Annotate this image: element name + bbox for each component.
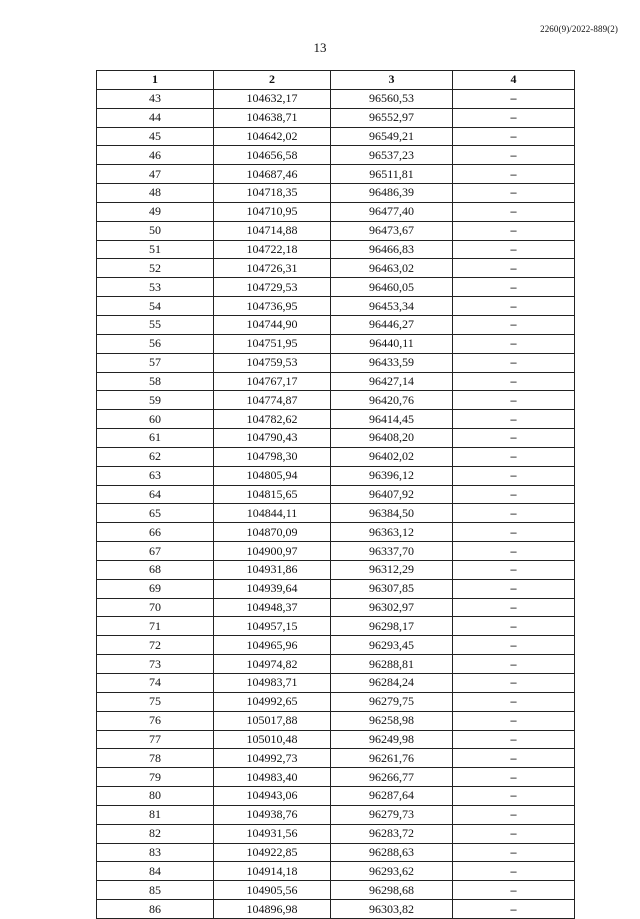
note-cell: – (453, 429, 575, 448)
y-coordinate-cell: 96460,05 (331, 278, 453, 297)
note-cell: – (453, 127, 575, 146)
y-coordinate-cell: 96433,59 (331, 353, 453, 372)
x-coordinate-cell: 104718,35 (214, 184, 331, 203)
x-coordinate-cell: 104931,56 (214, 824, 331, 843)
y-coordinate-cell: 96407,92 (331, 485, 453, 504)
x-coordinate-cell: 104656,58 (214, 146, 331, 165)
y-coordinate-cell: 96537,23 (331, 146, 453, 165)
note-cell: – (453, 824, 575, 843)
point-number-cell: 67 (97, 542, 214, 561)
table-row (97, 278, 575, 297)
y-coordinate-cell: 96453,34 (331, 297, 453, 316)
table-row (97, 730, 575, 749)
y-coordinate-cell: 96266,77 (331, 768, 453, 787)
x-coordinate-cell: 104687,46 (214, 165, 331, 184)
note-cell: – (453, 447, 575, 466)
point-number-cell: 85 (97, 881, 214, 900)
y-coordinate-cell: 96337,70 (331, 542, 453, 561)
table-header-row (97, 71, 575, 90)
note-cell: – (453, 89, 575, 108)
x-coordinate-cell: 104974,82 (214, 655, 331, 674)
note-cell: – (453, 353, 575, 372)
point-number-cell: 65 (97, 504, 214, 523)
point-number-cell: 45 (97, 127, 214, 146)
x-coordinate-cell: 104992,65 (214, 692, 331, 711)
note-cell: – (453, 146, 575, 165)
note-cell: – (453, 900, 575, 919)
point-number-cell: 82 (97, 824, 214, 843)
x-coordinate-cell: 105010,48 (214, 730, 331, 749)
point-number-cell: 51 (97, 240, 214, 259)
point-number-cell: 57 (97, 353, 214, 372)
note-cell: – (453, 730, 575, 749)
table-row (97, 315, 575, 334)
note-cell: – (453, 542, 575, 561)
note-cell: – (453, 598, 575, 617)
table-row (97, 504, 575, 523)
note-cell: – (453, 202, 575, 221)
note-cell: – (453, 184, 575, 203)
x-coordinate-cell: 104931,86 (214, 560, 331, 579)
y-coordinate-cell: 96261,76 (331, 749, 453, 768)
table-row (97, 485, 575, 504)
y-coordinate-cell: 96414,45 (331, 410, 453, 429)
column-header-4: 4 (453, 71, 575, 90)
table-row (97, 165, 575, 184)
y-coordinate-cell: 96549,21 (331, 127, 453, 146)
note-cell: – (453, 240, 575, 259)
table-row (97, 749, 575, 768)
x-coordinate-cell: 104714,88 (214, 221, 331, 240)
x-coordinate-cell: 104992,73 (214, 749, 331, 768)
note-cell: – (453, 334, 575, 353)
y-coordinate-cell: 96312,29 (331, 560, 453, 579)
point-number-cell: 46 (97, 146, 214, 165)
table-row (97, 674, 575, 693)
point-number-cell: 54 (97, 297, 214, 316)
x-coordinate-cell: 104983,40 (214, 768, 331, 787)
x-coordinate-cell: 104790,43 (214, 429, 331, 448)
y-coordinate-cell: 96402,02 (331, 447, 453, 466)
note-cell: – (453, 560, 575, 579)
point-number-cell: 53 (97, 278, 214, 297)
note-cell: – (453, 768, 575, 787)
x-coordinate-cell: 104759,53 (214, 353, 331, 372)
table-row (97, 334, 575, 353)
note-cell: – (453, 579, 575, 598)
x-coordinate-cell: 104870,09 (214, 523, 331, 542)
note-cell: – (453, 221, 575, 240)
note-cell: – (453, 466, 575, 485)
point-number-cell: 69 (97, 579, 214, 598)
point-number-cell: 76 (97, 711, 214, 730)
point-number-cell: 77 (97, 730, 214, 749)
point-number-cell: 48 (97, 184, 214, 203)
table-row (97, 900, 575, 919)
y-coordinate-cell: 96293,45 (331, 636, 453, 655)
table-row (97, 542, 575, 561)
point-number-cell: 80 (97, 787, 214, 806)
note-cell: – (453, 805, 575, 824)
table-row (97, 410, 575, 429)
table-row (97, 843, 575, 862)
point-number-cell: 56 (97, 334, 214, 353)
table-row (97, 579, 575, 598)
point-number-cell: 66 (97, 523, 214, 542)
y-coordinate-cell: 96302,97 (331, 598, 453, 617)
document-id: 2260(9)/2022-889(2) (540, 24, 618, 34)
x-coordinate-cell: 104939,64 (214, 579, 331, 598)
x-coordinate-cell: 104943,06 (214, 787, 331, 806)
y-coordinate-cell: 96293,62 (331, 862, 453, 881)
note-cell: – (453, 504, 575, 523)
y-coordinate-cell: 96446,27 (331, 315, 453, 334)
x-coordinate-cell: 105017,88 (214, 711, 331, 730)
table-row (97, 617, 575, 636)
y-coordinate-cell: 96279,73 (331, 805, 453, 824)
table-body (97, 89, 575, 918)
point-number-cell: 78 (97, 749, 214, 768)
x-coordinate-cell: 104798,30 (214, 447, 331, 466)
point-number-cell: 50 (97, 221, 214, 240)
x-coordinate-cell: 104782,62 (214, 410, 331, 429)
y-coordinate-cell: 96427,14 (331, 372, 453, 391)
y-coordinate-cell: 96288,63 (331, 843, 453, 862)
y-coordinate-cell: 96298,17 (331, 617, 453, 636)
table-row (97, 447, 575, 466)
y-coordinate-cell: 96288,81 (331, 655, 453, 674)
y-coordinate-cell: 96440,11 (331, 334, 453, 353)
note-cell: – (453, 862, 575, 881)
y-coordinate-cell: 96279,75 (331, 692, 453, 711)
point-number-cell: 71 (97, 617, 214, 636)
table-row (97, 523, 575, 542)
point-number-cell: 61 (97, 429, 214, 448)
page-number: 13 (313, 40, 327, 55)
point-number-cell: 44 (97, 108, 214, 127)
y-coordinate-cell: 96283,72 (331, 824, 453, 843)
table-row (97, 862, 575, 881)
point-number-cell: 52 (97, 259, 214, 278)
note-cell: – (453, 655, 575, 674)
table-row (97, 787, 575, 806)
note-cell: – (453, 485, 575, 504)
table-row (97, 391, 575, 410)
point-number-cell: 64 (97, 485, 214, 504)
x-coordinate-cell: 104965,96 (214, 636, 331, 655)
note-cell: – (453, 749, 575, 768)
y-coordinate-cell: 96298,68 (331, 881, 453, 900)
table-row (97, 824, 575, 843)
point-number-cell: 43 (97, 89, 214, 108)
x-coordinate-cell: 104638,71 (214, 108, 331, 127)
y-coordinate-cell: 96463,02 (331, 259, 453, 278)
y-coordinate-cell: 96258,98 (331, 711, 453, 730)
x-coordinate-cell: 104844,11 (214, 504, 331, 523)
x-coordinate-cell: 104642,02 (214, 127, 331, 146)
table-row (97, 805, 575, 824)
point-number-cell: 63 (97, 466, 214, 485)
x-coordinate-cell: 104774,87 (214, 391, 331, 410)
point-number-cell: 55 (97, 315, 214, 334)
x-coordinate-cell: 104922,85 (214, 843, 331, 862)
column-header-1: 1 (97, 71, 214, 90)
x-coordinate-cell: 104722,18 (214, 240, 331, 259)
table-row (97, 692, 575, 711)
y-coordinate-cell: 96420,76 (331, 391, 453, 410)
point-number-cell: 68 (97, 560, 214, 579)
x-coordinate-cell: 104744,90 (214, 315, 331, 334)
note-cell: – (453, 315, 575, 334)
x-coordinate-cell: 104805,94 (214, 466, 331, 485)
x-coordinate-cell: 104751,95 (214, 334, 331, 353)
y-coordinate-cell: 96303,82 (331, 900, 453, 919)
table-row (97, 598, 575, 617)
point-number-cell: 70 (97, 598, 214, 617)
column-header-3: 3 (331, 71, 453, 90)
point-number-cell: 47 (97, 165, 214, 184)
x-coordinate-cell: 104726,31 (214, 259, 331, 278)
x-coordinate-cell: 104983,71 (214, 674, 331, 693)
point-number-cell: 62 (97, 447, 214, 466)
coordinates-table (96, 70, 575, 919)
table-row (97, 372, 575, 391)
note-cell: – (453, 787, 575, 806)
column-header-2: 2 (214, 71, 331, 90)
note-cell: – (453, 410, 575, 429)
point-number-cell: 84 (97, 862, 214, 881)
note-cell: – (453, 617, 575, 636)
table-row (97, 89, 575, 108)
table-row (97, 127, 575, 146)
x-coordinate-cell: 104736,95 (214, 297, 331, 316)
x-coordinate-cell: 104729,53 (214, 278, 331, 297)
table-row (97, 202, 575, 221)
x-coordinate-cell: 104905,56 (214, 881, 331, 900)
point-number-cell: 60 (97, 410, 214, 429)
table-row (97, 711, 575, 730)
y-coordinate-cell: 96396,12 (331, 466, 453, 485)
x-coordinate-cell: 104957,15 (214, 617, 331, 636)
x-coordinate-cell: 104896,98 (214, 900, 331, 919)
table-row (97, 146, 575, 165)
y-coordinate-cell: 96307,85 (331, 579, 453, 598)
x-coordinate-cell: 104948,37 (214, 598, 331, 617)
point-number-cell: 74 (97, 674, 214, 693)
table-row (97, 636, 575, 655)
note-cell: – (453, 692, 575, 711)
y-coordinate-cell: 96284,24 (331, 674, 453, 693)
table-row (97, 108, 575, 127)
table-row (97, 655, 575, 674)
point-number-cell: 75 (97, 692, 214, 711)
point-number-cell: 79 (97, 768, 214, 787)
point-number-cell: 58 (97, 372, 214, 391)
point-number-cell: 49 (97, 202, 214, 221)
table-row (97, 881, 575, 900)
y-coordinate-cell: 96363,12 (331, 523, 453, 542)
note-cell: – (453, 372, 575, 391)
point-number-cell: 73 (97, 655, 214, 674)
y-coordinate-cell: 96560,53 (331, 89, 453, 108)
x-coordinate-cell: 104914,18 (214, 862, 331, 881)
x-coordinate-cell: 104632,17 (214, 89, 331, 108)
note-cell: – (453, 523, 575, 542)
table-row (97, 240, 575, 259)
table-row (97, 466, 575, 485)
note-cell: – (453, 674, 575, 693)
point-number-cell: 59 (97, 391, 214, 410)
note-cell: – (453, 259, 575, 278)
point-number-cell: 86 (97, 900, 214, 919)
y-coordinate-cell: 96408,20 (331, 429, 453, 448)
table-row (97, 297, 575, 316)
table-row (97, 429, 575, 448)
y-coordinate-cell: 96287,64 (331, 787, 453, 806)
x-coordinate-cell: 104815,65 (214, 485, 331, 504)
note-cell: – (453, 278, 575, 297)
note-cell: – (453, 391, 575, 410)
point-number-cell: 83 (97, 843, 214, 862)
table-row (97, 353, 575, 372)
y-coordinate-cell: 96477,40 (331, 202, 453, 221)
note-cell: – (453, 108, 575, 127)
table-row (97, 221, 575, 240)
table-row (97, 259, 575, 278)
table-row (97, 768, 575, 787)
y-coordinate-cell: 96466,83 (331, 240, 453, 259)
table-row (97, 184, 575, 203)
point-number-cell: 81 (97, 805, 214, 824)
y-coordinate-cell: 96249,98 (331, 730, 453, 749)
note-cell: – (453, 165, 575, 184)
x-coordinate-cell: 104767,17 (214, 372, 331, 391)
note-cell: – (453, 711, 575, 730)
x-coordinate-cell: 104710,95 (214, 202, 331, 221)
y-coordinate-cell: 96552,97 (331, 108, 453, 127)
y-coordinate-cell: 96486,39 (331, 184, 453, 203)
note-cell: – (453, 843, 575, 862)
table-row (97, 560, 575, 579)
note-cell: – (453, 881, 575, 900)
y-coordinate-cell: 96511,81 (331, 165, 453, 184)
note-cell: – (453, 636, 575, 655)
x-coordinate-cell: 104900,97 (214, 542, 331, 561)
y-coordinate-cell: 96473,67 (331, 221, 453, 240)
note-cell: – (453, 297, 575, 316)
y-coordinate-cell: 96384,50 (331, 504, 453, 523)
x-coordinate-cell: 104938,76 (214, 805, 331, 824)
point-number-cell: 72 (97, 636, 214, 655)
